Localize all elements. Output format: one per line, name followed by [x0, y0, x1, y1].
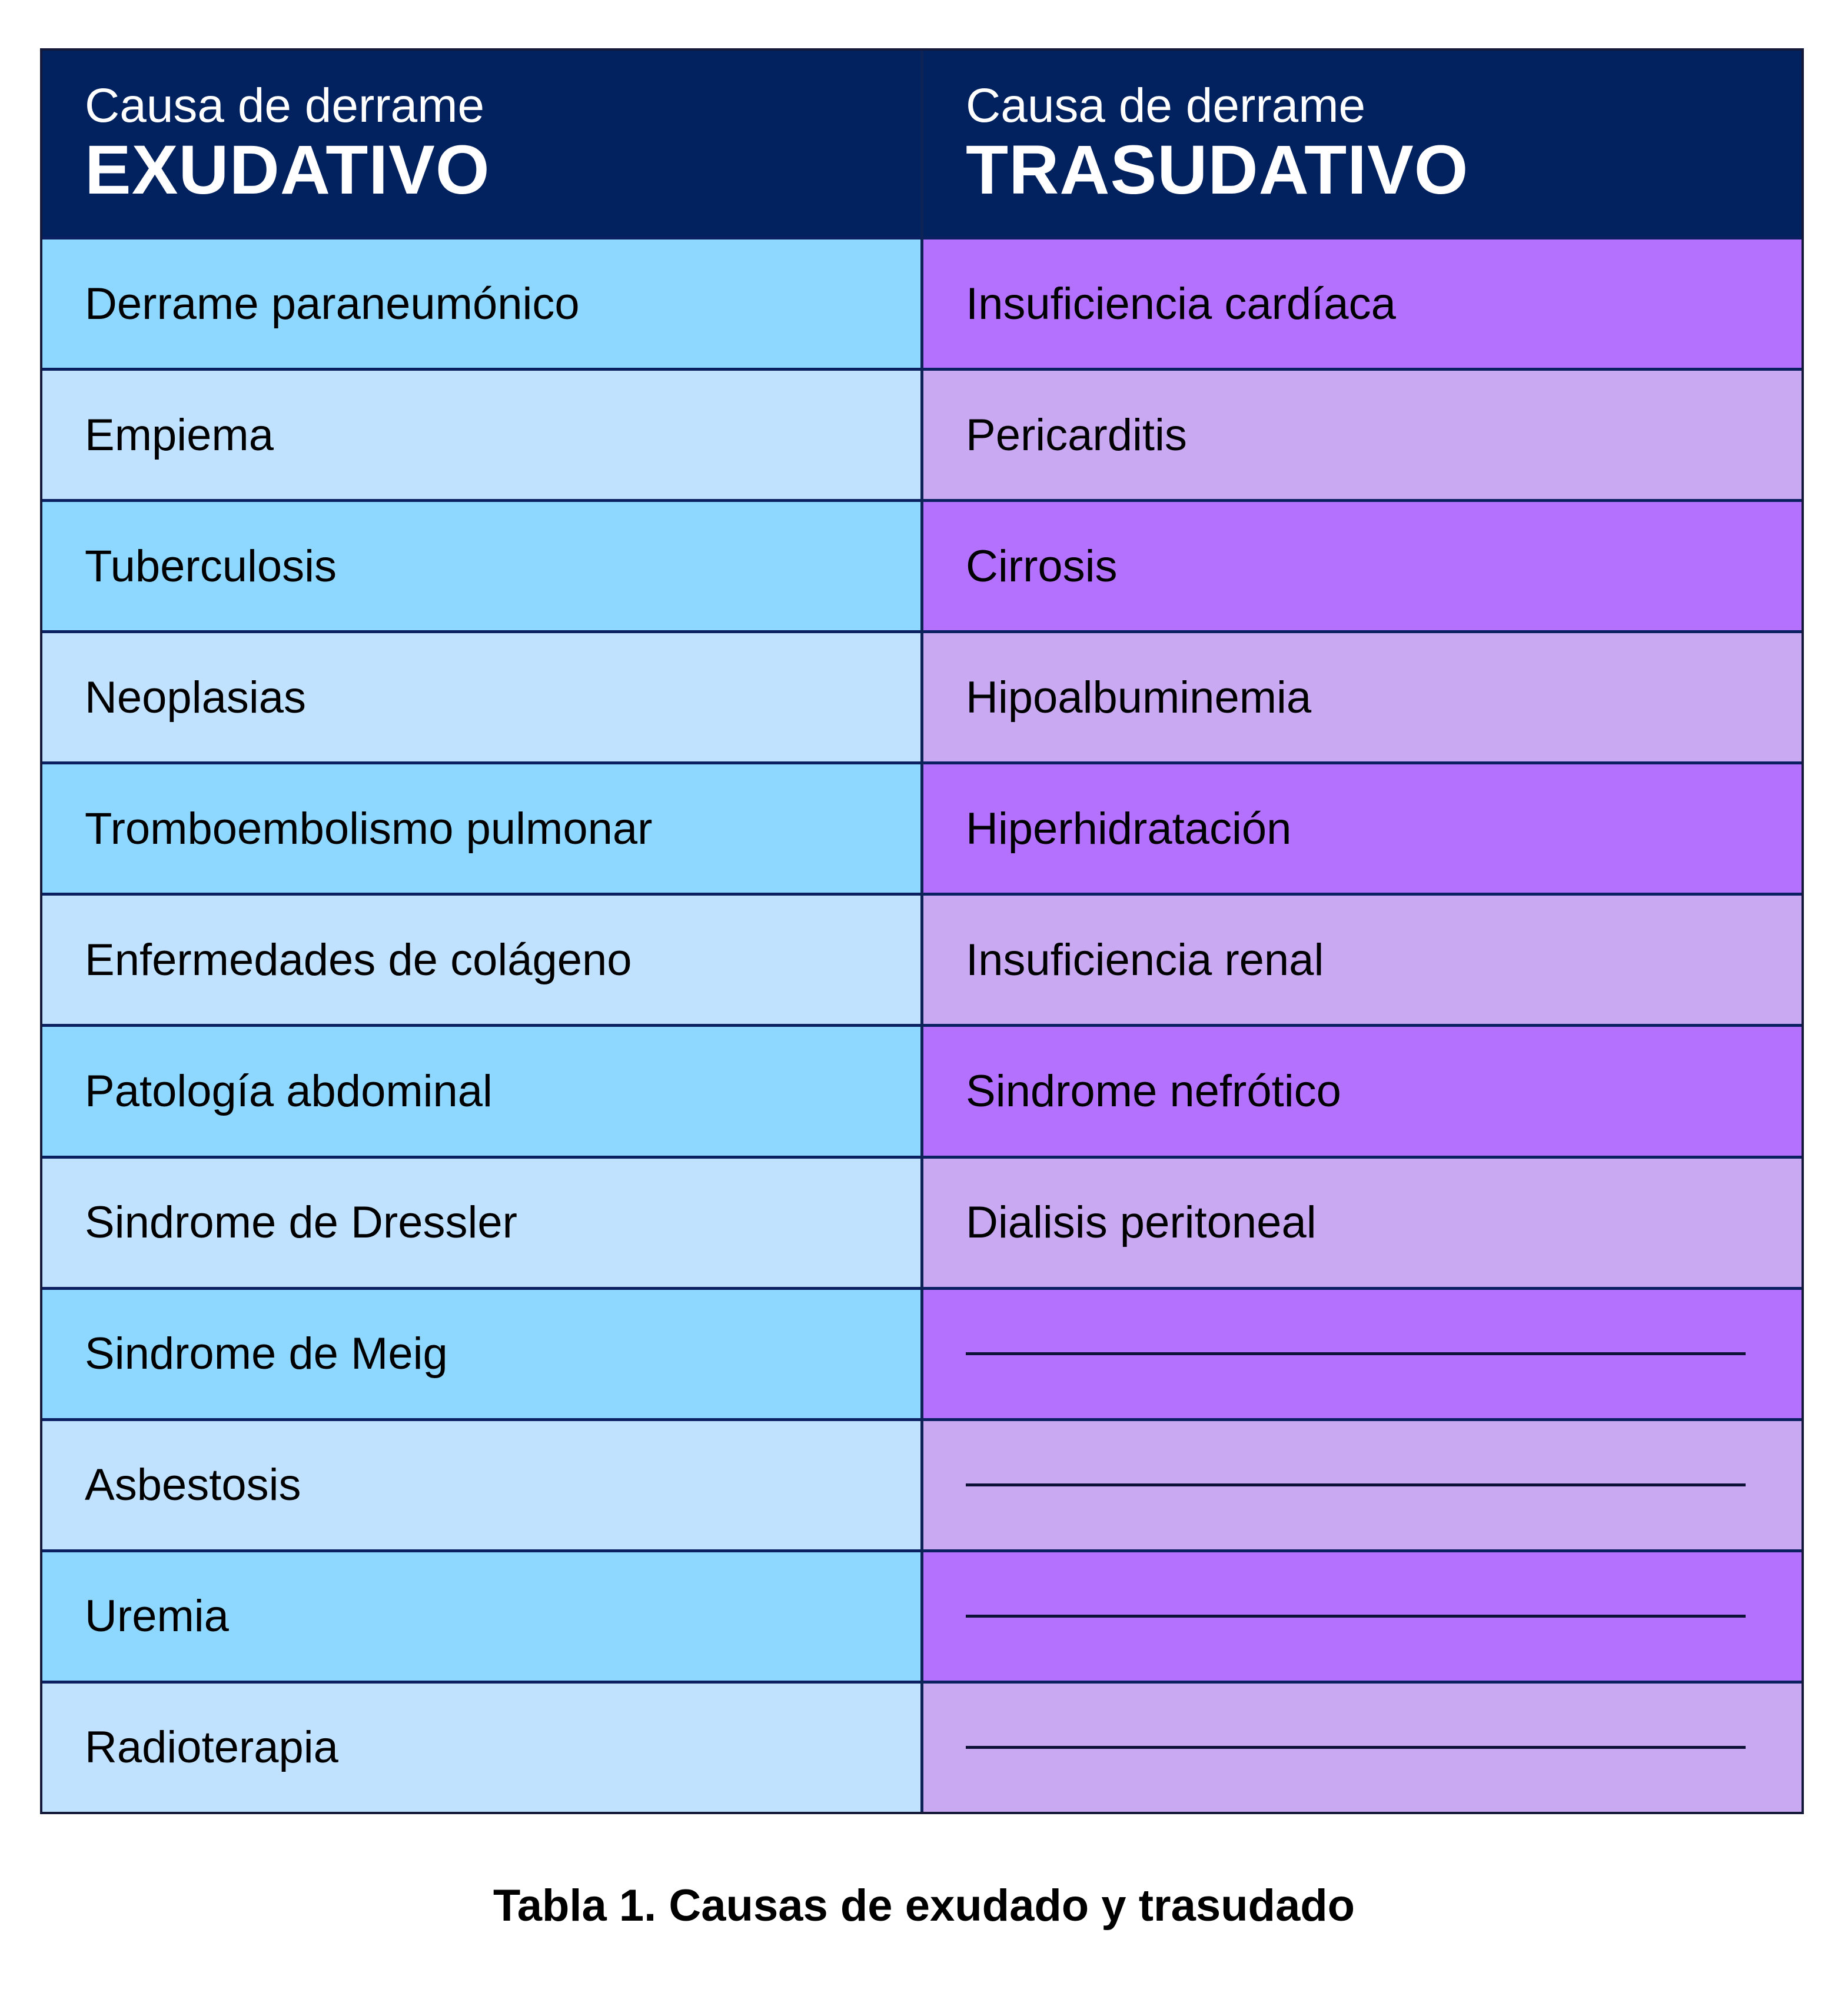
table-row [42, 1418, 920, 1549]
table-caption: Tabla 1. Causas de exudado y trasudado [493, 1881, 1355, 1931]
header-trasudativo [923, 51, 1802, 237]
causes-table [40, 48, 1804, 1814]
table-row-blank [923, 1287, 1802, 1418]
table-row [42, 1549, 920, 1681]
cell-text: Sindrome nefrótico [966, 1066, 1341, 1116]
header-trasudativo-title: TRASUDATIVO [966, 131, 1469, 209]
cell-text: Empiema [85, 410, 274, 460]
table-row [42, 630, 920, 761]
cell-text: Insuficiencia cardíaca [966, 278, 1396, 329]
cell-text: Hiperhidratación [966, 803, 1292, 854]
cell-text: Uremia [85, 1591, 229, 1642]
cell-text: Asbestosis [85, 1460, 301, 1511]
table-row [42, 761, 920, 893]
cell-text: Dialisis peritoneal [966, 1197, 1317, 1248]
cell-text: Enfermedades de colágeno [85, 934, 632, 985]
table-row [42, 1024, 920, 1155]
table-row [923, 1156, 1802, 1287]
cell-text: Hipoalbuminemia [966, 672, 1312, 723]
table-row-blank [923, 1418, 1802, 1549]
header-exudativo-subtitle: Causa de derrame [85, 79, 485, 133]
cell-text: Insuficiencia renal [966, 934, 1324, 985]
column-exudativo [42, 51, 920, 1812]
blank-line [966, 1615, 1746, 1618]
cell-text: Sindrome de Dressler [85, 1197, 517, 1248]
cell-text: Cirrosis [966, 541, 1118, 591]
cell-text: Tromboembolismo pulmonar [85, 803, 653, 854]
header-exudativo [42, 51, 920, 237]
column-trasudativo [920, 51, 1802, 1812]
blank-line [966, 1483, 1746, 1486]
table-row [42, 1287, 920, 1418]
table-row-blank [923, 1681, 1802, 1812]
table-row [42, 893, 920, 1024]
table-row [42, 499, 920, 630]
cell-text: Sindrome de Meig [85, 1329, 448, 1379]
table-row [42, 1681, 920, 1812]
table-row [923, 1024, 1802, 1155]
cell-text: Patología abdominal [85, 1066, 493, 1116]
blank-line [966, 1746, 1746, 1749]
table-row [42, 1156, 920, 1287]
blank-line [966, 1352, 1746, 1355]
table-row [923, 499, 1802, 630]
cell-text: Radioterapia [85, 1722, 338, 1773]
table-row [42, 237, 920, 368]
cell-text: Pericarditis [966, 410, 1187, 460]
table-row [42, 368, 920, 499]
header-exudativo-title: EXUDATIVO [85, 131, 490, 209]
table-row [923, 368, 1802, 499]
table-row [923, 761, 1802, 893]
table-row-blank [923, 1549, 1802, 1681]
cell-text: Tuberculosis [85, 541, 337, 591]
table-row [923, 630, 1802, 761]
cell-text: Derrame paraneumónico [85, 278, 580, 329]
header-trasudativo-subtitle: Causa de derrame [966, 79, 1366, 133]
table-row [923, 893, 1802, 1024]
cell-text: Neoplasias [85, 672, 306, 723]
table-row [923, 237, 1802, 368]
